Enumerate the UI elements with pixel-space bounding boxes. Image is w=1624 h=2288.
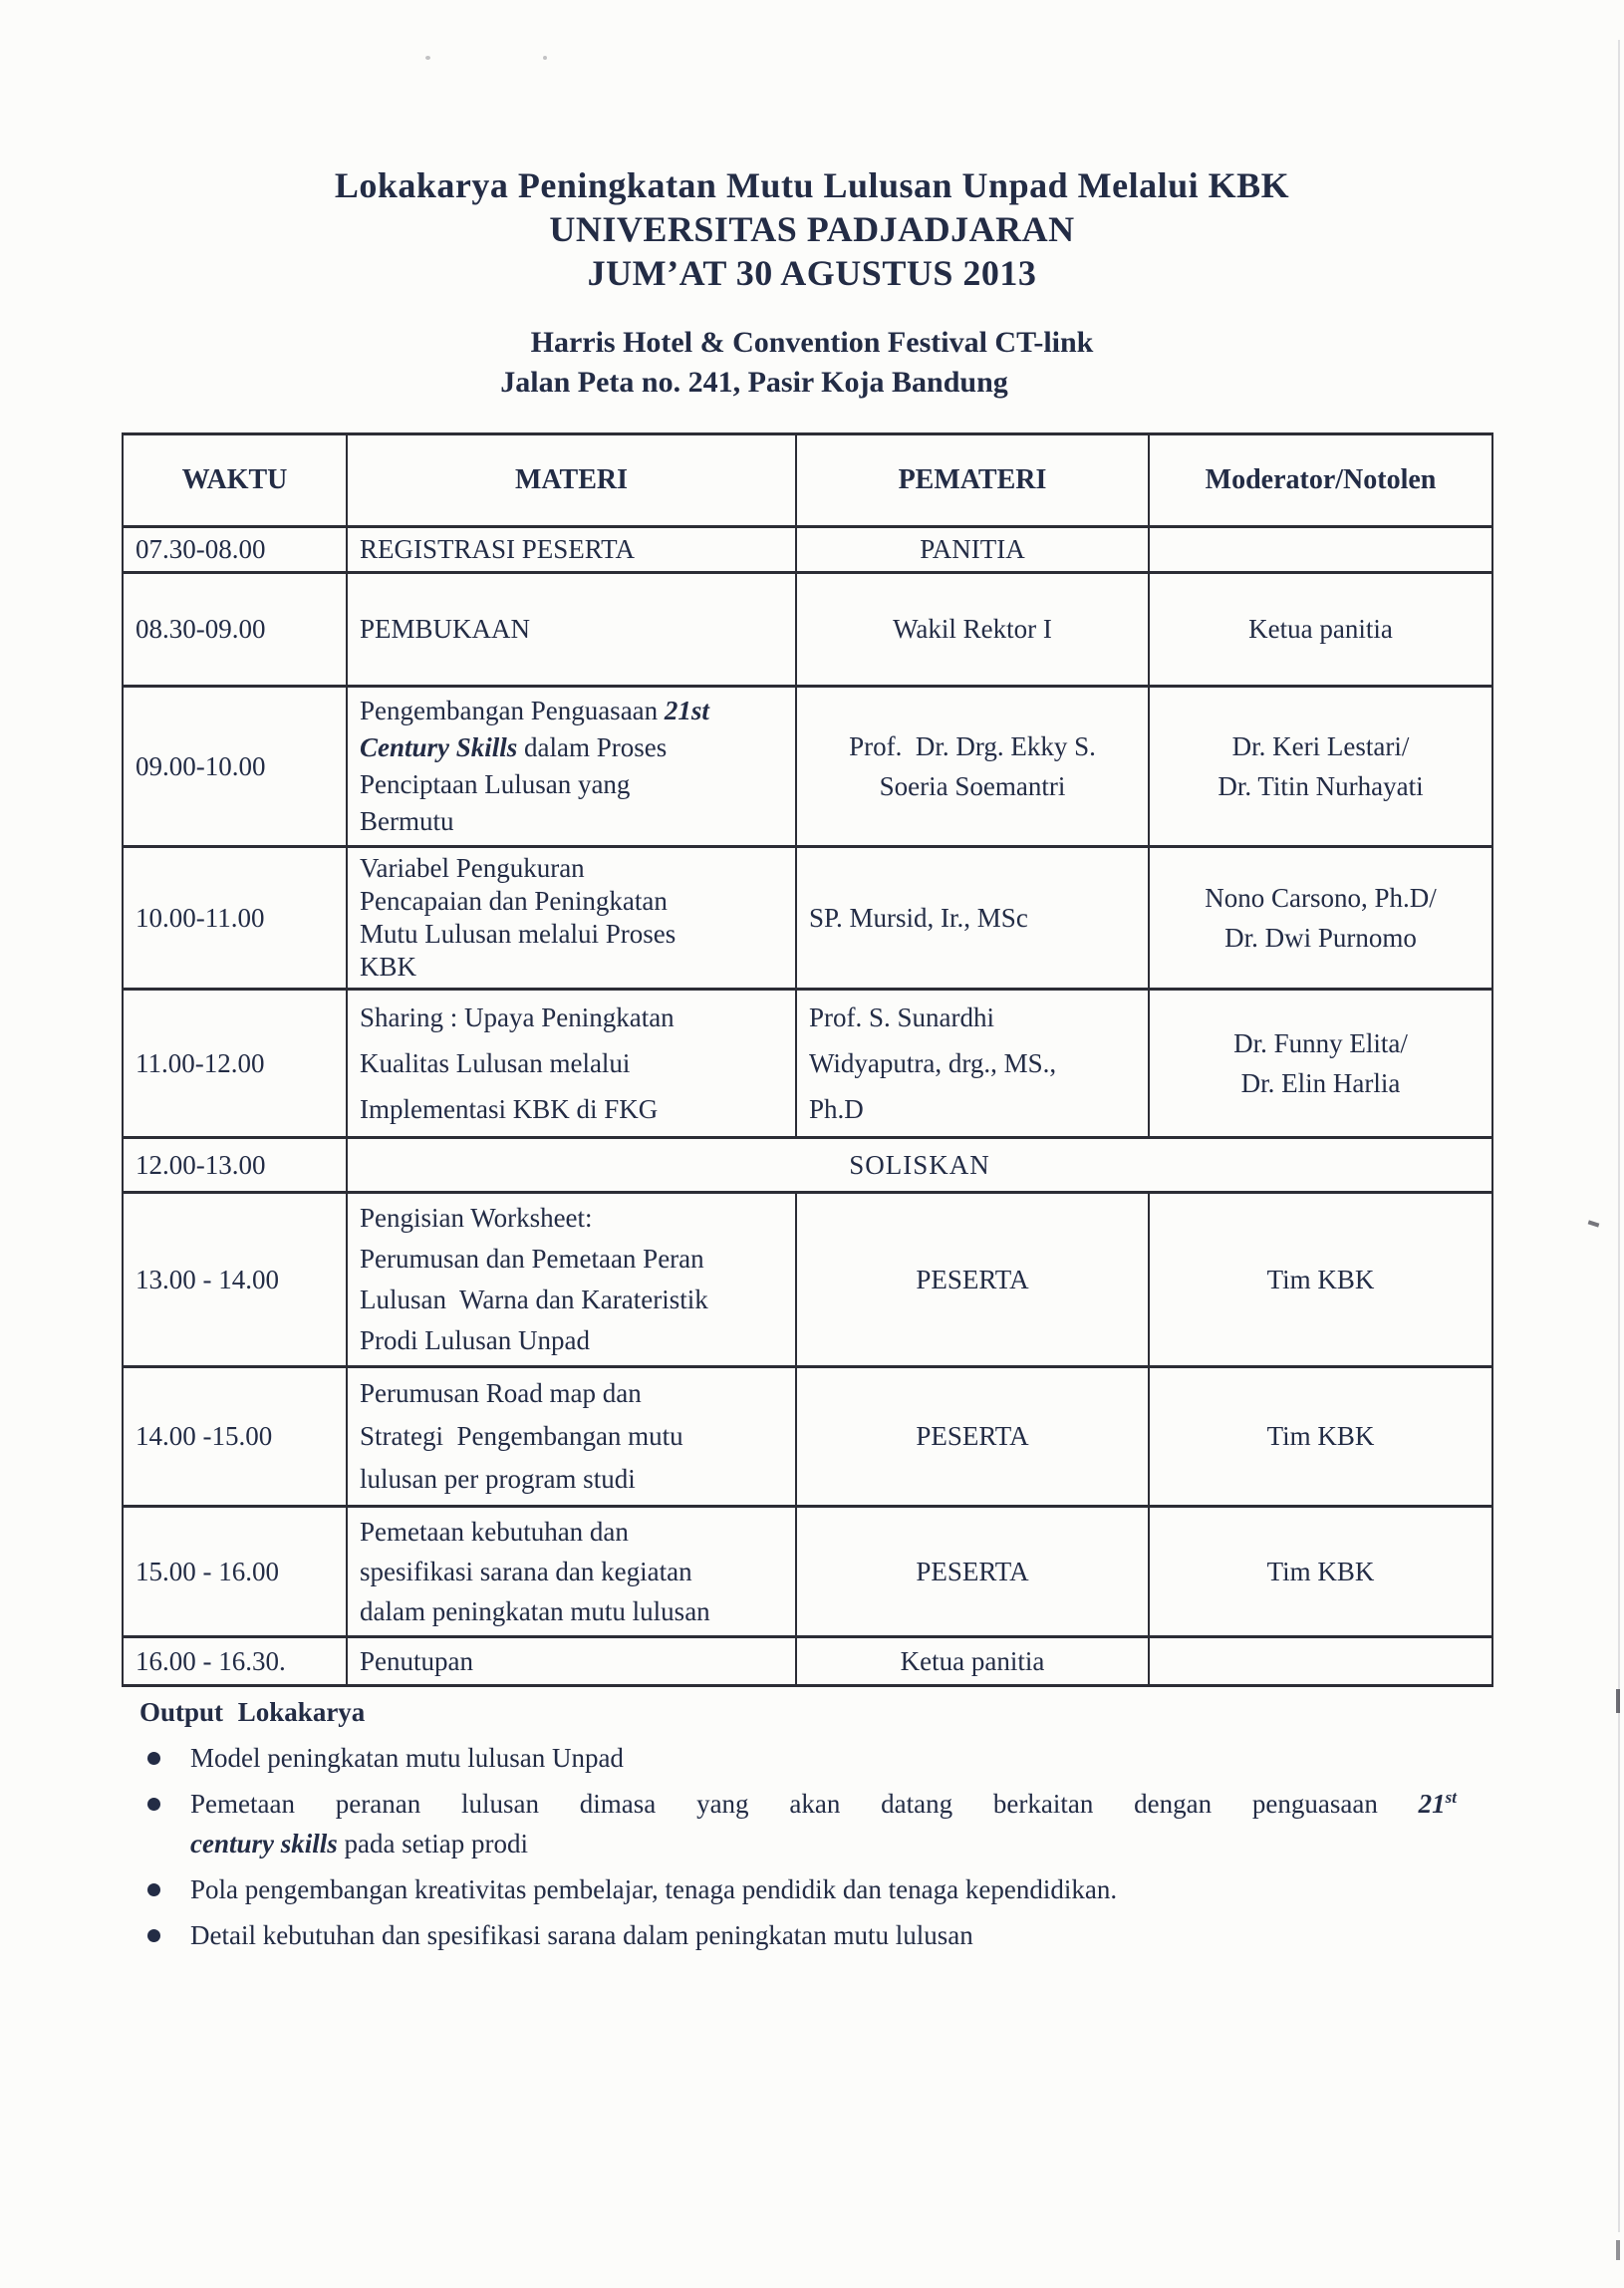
row-penutupan — [123, 1637, 1492, 1686]
scan-artifact — [1616, 2240, 1620, 2260]
cell-pemateri: PANITIA — [796, 527, 1149, 573]
output-heading: Output Lokakarya — [139, 1697, 366, 1727]
cell-moderator: Tim KBK — [1149, 1507, 1492, 1637]
cell-pemateri: Prof. S. Sunardhi Widyaputra, drg., MS., Ph.D — [796, 990, 1149, 1138]
cell-waktu: 16.00 - 16.30. — [123, 1637, 347, 1686]
cell-materi: REGISTRASI PESERTA — [347, 527, 796, 573]
cell-materi: Pemetaan kebutuhan dan spesifikasi sarana dan kegiatan dalam peningkatan mutu lulusan — [347, 1507, 796, 1637]
venue-block — [0, 323, 1624, 403]
cell-waktu: 09.00-10.00 — [123, 687, 347, 847]
event-date: JUM’AT 30 AGUSTUS 2013 — [587, 253, 1037, 293]
cell-materi: Pengembangan Penguasaan 21st Century Skills dalam Proses Penciptaan Lulusan yang Bermutu — [347, 687, 796, 847]
cell-waktu: 07.30-08.00 — [123, 527, 347, 573]
cell-waktu: 11.00-12.00 — [123, 990, 347, 1138]
cell-pemateri: Wakil Rektor I — [796, 573, 1149, 687]
schedule-table — [122, 432, 1493, 1687]
row-0900 — [123, 687, 1492, 847]
row-1500 — [123, 1507, 1492, 1637]
scan-artifact — [1588, 1220, 1600, 1227]
col-header-materi: MATERI — [347, 434, 796, 527]
cell-waktu: 12.00-13.00 — [123, 1138, 347, 1193]
col-header-moderator: Moderator/Notolen — [1149, 434, 1492, 527]
scan-edge-line — [1618, 40, 1620, 2232]
document-title-block — [0, 163, 1624, 295]
row-1100 — [123, 990, 1492, 1138]
output-bullet-1: Model peningkatan mutu lulusan Unpad — [139, 1738, 1457, 1778]
header-row — [123, 434, 1492, 527]
row-pembukaan — [123, 573, 1492, 687]
cell-waktu: 13.00 - 14.00 — [123, 1193, 347, 1367]
row-registrasi — [123, 527, 1492, 573]
cell-moderator: Tim KBK — [1149, 1193, 1492, 1367]
bullet-dot-icon — [147, 1929, 160, 1942]
cell-waktu: 08.30-09.00 — [123, 573, 347, 687]
scan-artifact — [1616, 1689, 1620, 1713]
cell-moderator: Ketua panitia — [1149, 573, 1492, 687]
scan-speck — [543, 56, 547, 60]
venue-address: Jalan Peta no. 241, Pasir Koja Bandung — [500, 366, 1008, 399]
output-bullet-3: Pola pengembangan kreativitas pembelajar, tenaga pendidik dan tenaga kependidikan. — [139, 1869, 1457, 1909]
row-1400 — [123, 1367, 1492, 1507]
cell-moderator: Tim KBK — [1149, 1367, 1492, 1507]
col-header-waktu: WAKTU — [123, 434, 347, 527]
soliskan-cell: SOLISKAN — [347, 1138, 1492, 1193]
cell-moderator — [1149, 527, 1492, 573]
output-section — [139, 1692, 1457, 1955]
row-1000 — [123, 847, 1492, 990]
cell-pemateri: PESERTA — [796, 1367, 1149, 1507]
italic-term: century skills — [190, 1829, 338, 1859]
cell-pemateri: Prof. Dr. Drg. Ekky S. Soeria Soemantri — [796, 687, 1149, 847]
cell-pemateri: Ketua panitia — [796, 1637, 1149, 1686]
cell-materi: Perumusan Road map dan Strategi Pengembangan mutu lulusan per program studi — [347, 1367, 796, 1507]
cell-moderator: Dr. Funny Elita/ Dr. Elin Harlia — [1149, 990, 1492, 1138]
cell-materi: Pengisian Worksheet: Perumusan dan Pemetaan Peran Lulusan Warna dan Karateristik Prodi Lulusan Unpad — [347, 1193, 796, 1367]
cell-moderator: Nono Carsono, Ph.D/ Dr. Dwi Purnomo — [1149, 847, 1492, 990]
row-soliskan — [123, 1138, 1492, 1193]
cell-moderator — [1149, 1637, 1492, 1686]
italic-term: 21st — [1418, 1788, 1457, 1819]
cell-materi: Variabel Pengukuran Pencapaian dan Peningkatan Mutu Lulusan melalui Proses KBK — [347, 847, 796, 990]
scan-speck — [425, 56, 430, 60]
cell-materi: PEMBUKAAN — [347, 573, 796, 687]
workshop-title: Lokakarya Peningkatan Mutu Lulusan Unpad Melalui KBK — [334, 165, 1290, 205]
cell-waktu: 14.00 -15.00 — [123, 1367, 347, 1507]
cell-pemateri: PESERTA — [796, 1507, 1149, 1637]
cell-materi: Penutupan — [347, 1637, 796, 1686]
cell-moderator: Dr. Keri Lestari/ Dr. Titin Nurhayati — [1149, 687, 1492, 847]
row-1300 — [123, 1193, 1492, 1367]
cell-waktu: 10.00-11.00 — [123, 847, 347, 990]
cell-materi: Sharing : Upaya Peningkatan Kualitas Lulusan melalui Implementasi KBK di FKG — [347, 990, 796, 1138]
col-header-pemateri: PEMATERI — [796, 434, 1149, 527]
cell-pemateri: PESERTA — [796, 1193, 1149, 1367]
cell-pemateri: SP. Mursid, Ir., MSc — [796, 847, 1149, 990]
university-name: UNIVERSITAS PADJADJARAN — [549, 209, 1075, 249]
italic-term: 21st — [664, 696, 709, 725]
italic-term: Century Skills — [360, 732, 518, 762]
cell-waktu: 15.00 - 16.00 — [123, 1507, 347, 1637]
bullet-dot-icon — [147, 1798, 160, 1811]
output-bullet-2: Pemetaan peranan lulusan dimasa yang akan datang berkaitan dengan penguasaan 21st century skills pada setiap prodi — [139, 1784, 1457, 1863]
output-bullet-4: Detail kebutuhan dan spesifikasi sarana dalam peningkatan mutu lulusan — [139, 1915, 1457, 1955]
bullet-dot-icon — [147, 1752, 160, 1765]
venue-name: Harris Hotel & Convention Festival CT-link — [530, 326, 1094, 359]
bullet-dot-icon — [147, 1883, 160, 1896]
